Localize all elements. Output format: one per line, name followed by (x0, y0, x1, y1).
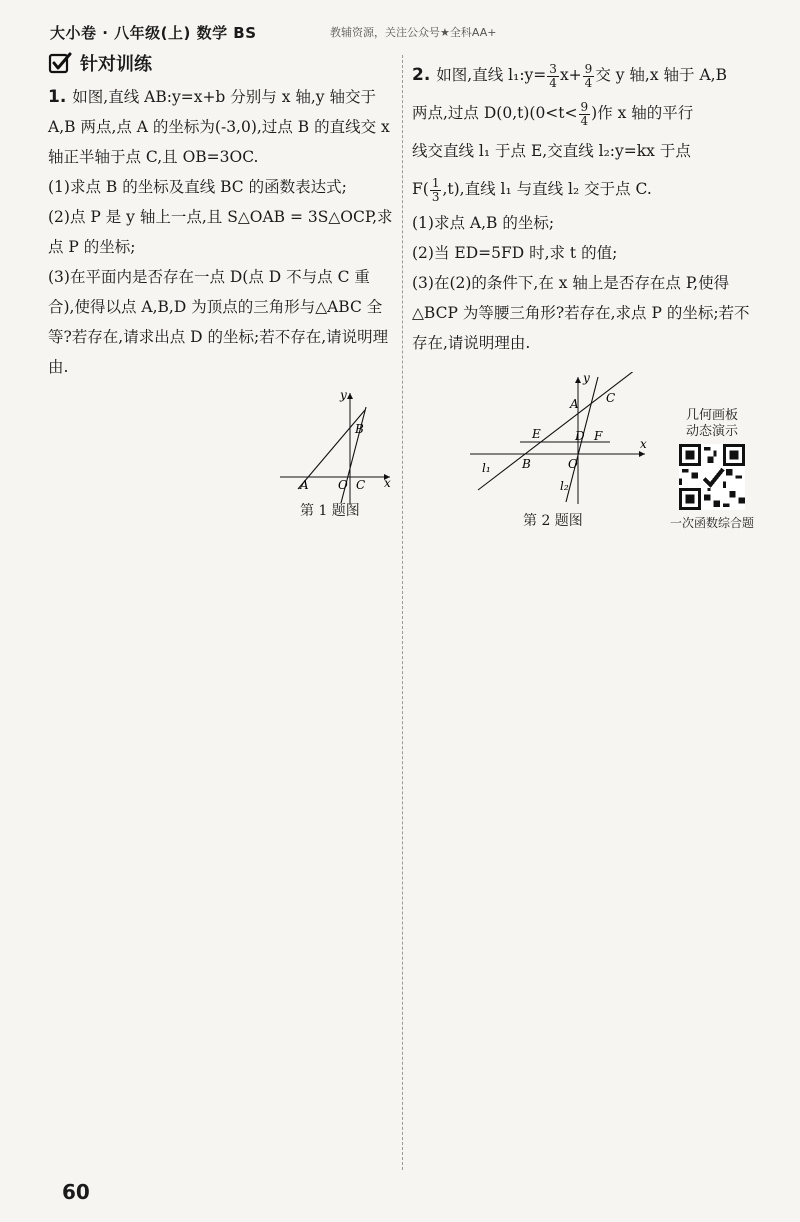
section-title: 针对训练 (80, 54, 152, 75)
q1-part-2: (2)点 P 是 y 轴上一点,且 S△OAB = 3S△OCP,求点 P 的坐标; (48, 208, 393, 256)
q1-label-B: B (355, 422, 364, 436)
q1-label-O: O (338, 478, 348, 492)
qr-title-line-2: 动态演示 (685, 424, 738, 439)
q1-label-C: C (356, 478, 366, 492)
book-header: 大小卷 · 八年级(上) 数学 BS (50, 24, 257, 42)
q2-part-1: (1)求点 A,B 的坐标; (412, 214, 555, 232)
q2-number: 2. (412, 65, 431, 85)
fraction-9-4-b: $\frac{9}{4}$ (580, 99, 589, 128)
q2-label-D: D (575, 429, 585, 443)
q2-label-l1: l₁ (482, 461, 491, 475)
q2-stem-line-2: 两点,过点 D(0,t)(0<t< $\frac{9}{4}$ )作 x 轴的平行 (412, 99, 694, 128)
qr-code-icon[interactable] (679, 444, 745, 510)
column-divider (402, 55, 403, 1170)
question-1 (48, 82, 393, 382)
q1-number: 1. (48, 87, 67, 107)
q1-figure (270, 385, 400, 510)
q2-part-3: (3)在(2)的条件下,在 x 轴上是否存在点 P,使得△BCP 为等腰三角形?若存在,求点 P 的坐标;若不存在,请说明理由. (412, 274, 750, 352)
q2-label-A: A (570, 397, 579, 411)
q2-part-2: (2)当 ED=5FD 时,求 t 的值; (412, 244, 618, 262)
q1-label-x: x (384, 476, 391, 490)
qr-title-line-1: 几何画板 (685, 408, 738, 423)
q2-stem-line-4: F( $\frac{1}{3}$ ,t),直线 l₁ 与直线 l₂ 交于点 C. (412, 175, 652, 204)
q2-figure (470, 372, 660, 507)
qr-block (662, 408, 762, 531)
q2-label-F: F (594, 429, 603, 443)
fraction-1-3: $\frac{1}{3}$ (431, 175, 440, 204)
q2-stem-line-3: 线交直线 l₁ 于点 E,交直线 l₂:y=kx 于点 (412, 142, 691, 160)
q2-stem-line-1: 2. 如图,直线 l₁:y= $\frac{3}{4}$ x+ $\frac{9}{4}$ 交 y 轴,x 轴于 A,B (412, 61, 727, 90)
q2-figure-caption: 第 2 题图 (523, 513, 583, 529)
q1-label-y: y (340, 388, 347, 402)
q1-stem: 1. 如图,直线 AB:y=x+b 分别与 x 轴,y 轴交于 A,B 两点,点 A 的坐标为(-3,0),过点 B 的直线交 x 轴正半轴于点 C,且 OB=3OC. (48, 87, 390, 166)
q1-part-1: (1)求点 B 的坐标及直线 BC 的函数表达式; (48, 178, 347, 196)
question-2 (412, 56, 762, 358)
q2-label-B: B (522, 457, 531, 471)
resource-notice: 教辅资源，关注公众号★全科AA+ (330, 26, 497, 39)
fraction-9-4: $\frac{9}{4}$ (584, 61, 593, 90)
q2-label-x: x (640, 437, 647, 451)
q1-part-3: (3)在平面内是否存在一点 D(点 D 不与点 C 重合),使得以点 A,B,D 为顶点的三角形与△ABC 全等?若存在,请求出点 D 的坐标;若不存在,请说明理由. (48, 268, 389, 376)
checkmark-icon (48, 51, 72, 75)
q2-label-E: E (532, 427, 541, 441)
fraction-3-4: $\frac{3}{4}$ (549, 61, 557, 90)
q2-label-O: O (568, 457, 578, 471)
qr-caption: 一次函数综合题 (669, 516, 754, 530)
q1-figure-caption: 第 1 题图 (300, 503, 360, 519)
q1-label-A: A (300, 478, 309, 492)
section-heading (48, 50, 152, 76)
page-number: 60 (62, 1180, 90, 1204)
q2-label-y: y (583, 372, 590, 385)
q2-label-l2: l₂ (560, 479, 569, 493)
q2-label-C: C (606, 391, 616, 405)
